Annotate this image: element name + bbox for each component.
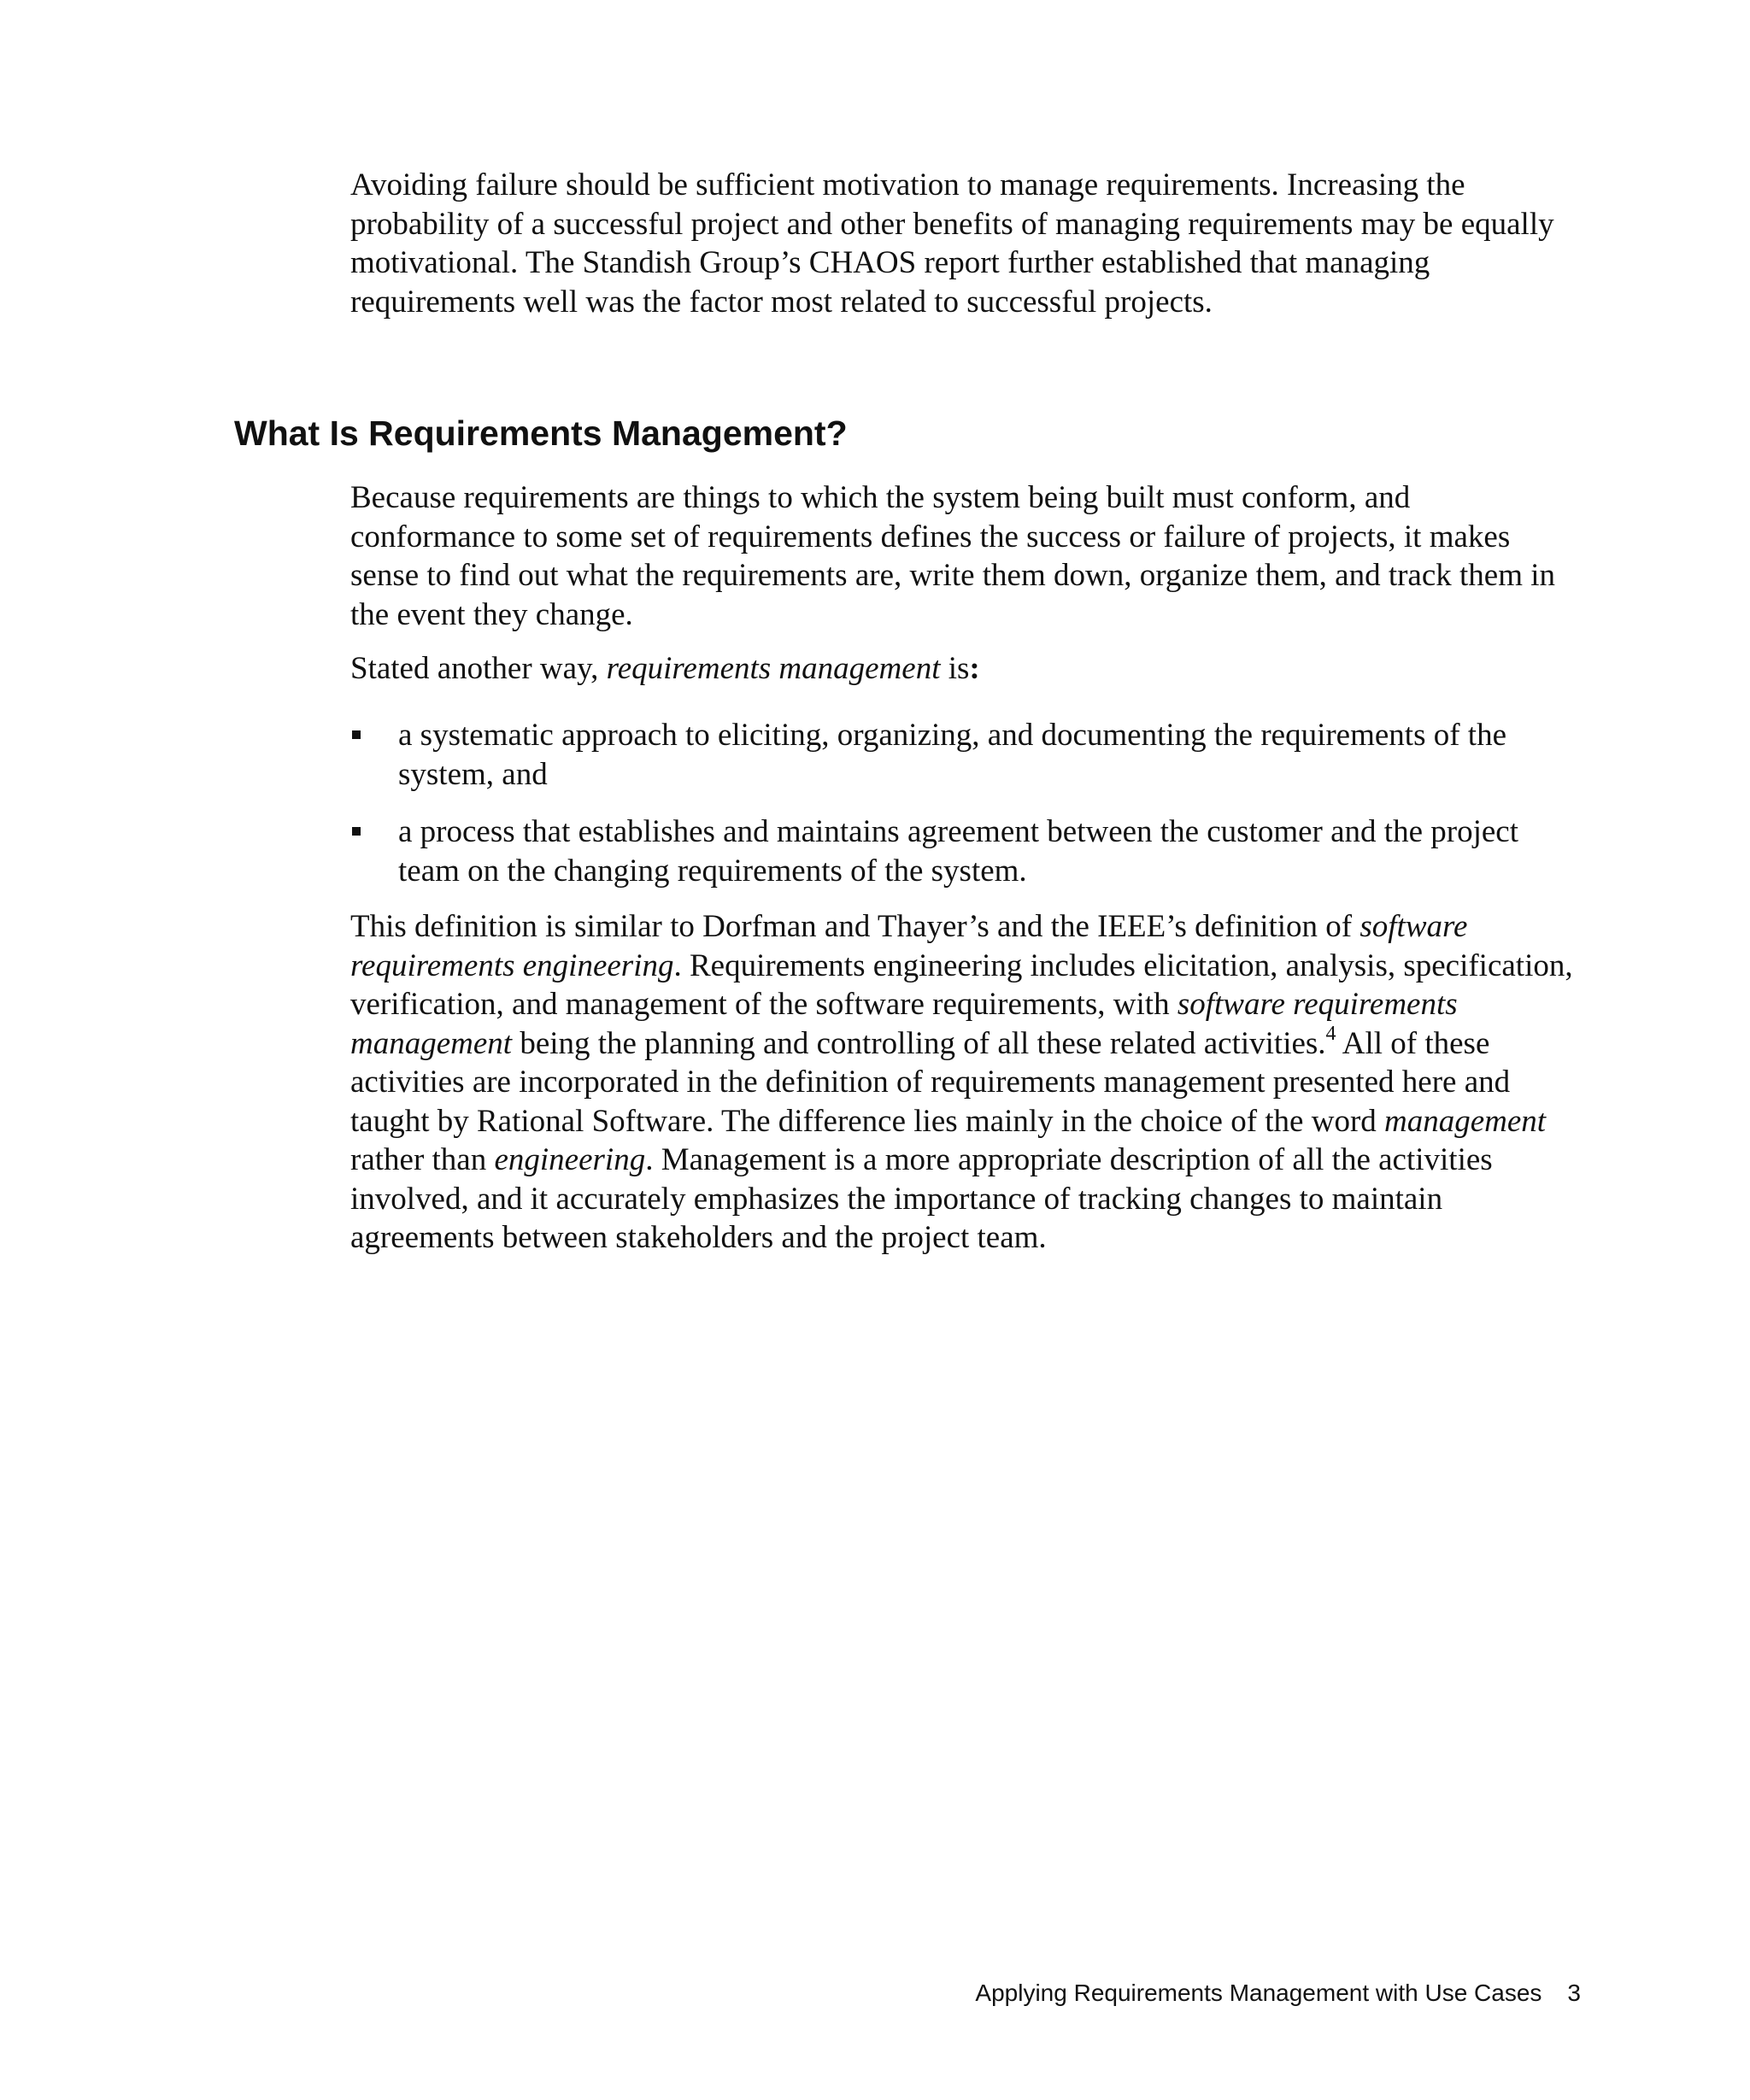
section-heading: What Is Requirements Management? [234, 414, 848, 453]
stated-colon: : [969, 651, 980, 686]
page-number: 3 [1567, 1980, 1581, 2006]
para-definition-intro: Because requirements are things to which the system being built must conform, and conformance to some set of requirements defines the success or failure of projects, it makes sense to find out what the requirements are, write them down, organize them, and track them in the event they change. [350, 480, 1556, 632]
term-software-requirements-engineering: software requirements engineering [350, 909, 1468, 983]
list-item [350, 716, 1581, 794]
definition-text-5: rather than [350, 1142, 495, 1177]
definition-text-2: . Requirements engineering includes elicitation, analysis, specification, verification, and management of the software requirements, with [350, 947, 1573, 1022]
bullet-text: a systematic approach to eliciting, organizing, and documenting the requirements of the system, and [398, 718, 1507, 792]
footer-title: Applying Requirements Management with Use Cases [975, 1980, 1542, 2006]
definition-text-1: This definition is similar to Dorfman and Thayer’s and the IEEE’s definition of [350, 909, 1360, 944]
bullet-square-icon [352, 827, 361, 836]
bullet-square-icon [352, 730, 361, 739]
term-engineering: engineering [494, 1142, 646, 1177]
intro-paragraph: Avoiding failure should be sufficient motivation to manage requirements. Increasing the probability of a successful project and other benefits of managing requirements may be equally motivational. The Standish Group’s CHAOS report further established that managing requirements well was the factor most related to successful projects. [350, 167, 1554, 320]
definition-block [350, 907, 1581, 1258]
stated-suffix: is [940, 651, 970, 686]
definition-text-3: being the planning and controlling of all these related activities. [512, 1025, 1326, 1061]
para-definition [350, 907, 1581, 1258]
bullet-list [350, 716, 1581, 890]
section-body [350, 478, 1581, 689]
term-management: management [1384, 1103, 1547, 1139]
page-footer [975, 1979, 1581, 2008]
definition-text-6: . Management is a more appropriate description of all the activities involved, and it accurately emphasizes the importance of tracking changes to maintain agreements between stakeholders and the project team. [350, 1142, 1493, 1255]
term-software-requirements-management: software requirements management [350, 987, 1458, 1061]
list-item [350, 812, 1581, 890]
bullet-text: a process that establishes and maintains agreement between the customer and the project team on the changing requirements of the system. [398, 814, 1518, 889]
definition-text-4: All of these activities are incorporated in the definition of requirements management presented here and taught by Rational Software. The difference lies mainly in the choice of the word [350, 1025, 1511, 1139]
intro-block [350, 166, 1581, 321]
para-stated [350, 649, 1581, 689]
footnote-marker: 4 [1325, 1023, 1336, 1046]
stated-prefix: Stated another way, [350, 651, 607, 686]
stated-term: requirements management [606, 651, 941, 686]
